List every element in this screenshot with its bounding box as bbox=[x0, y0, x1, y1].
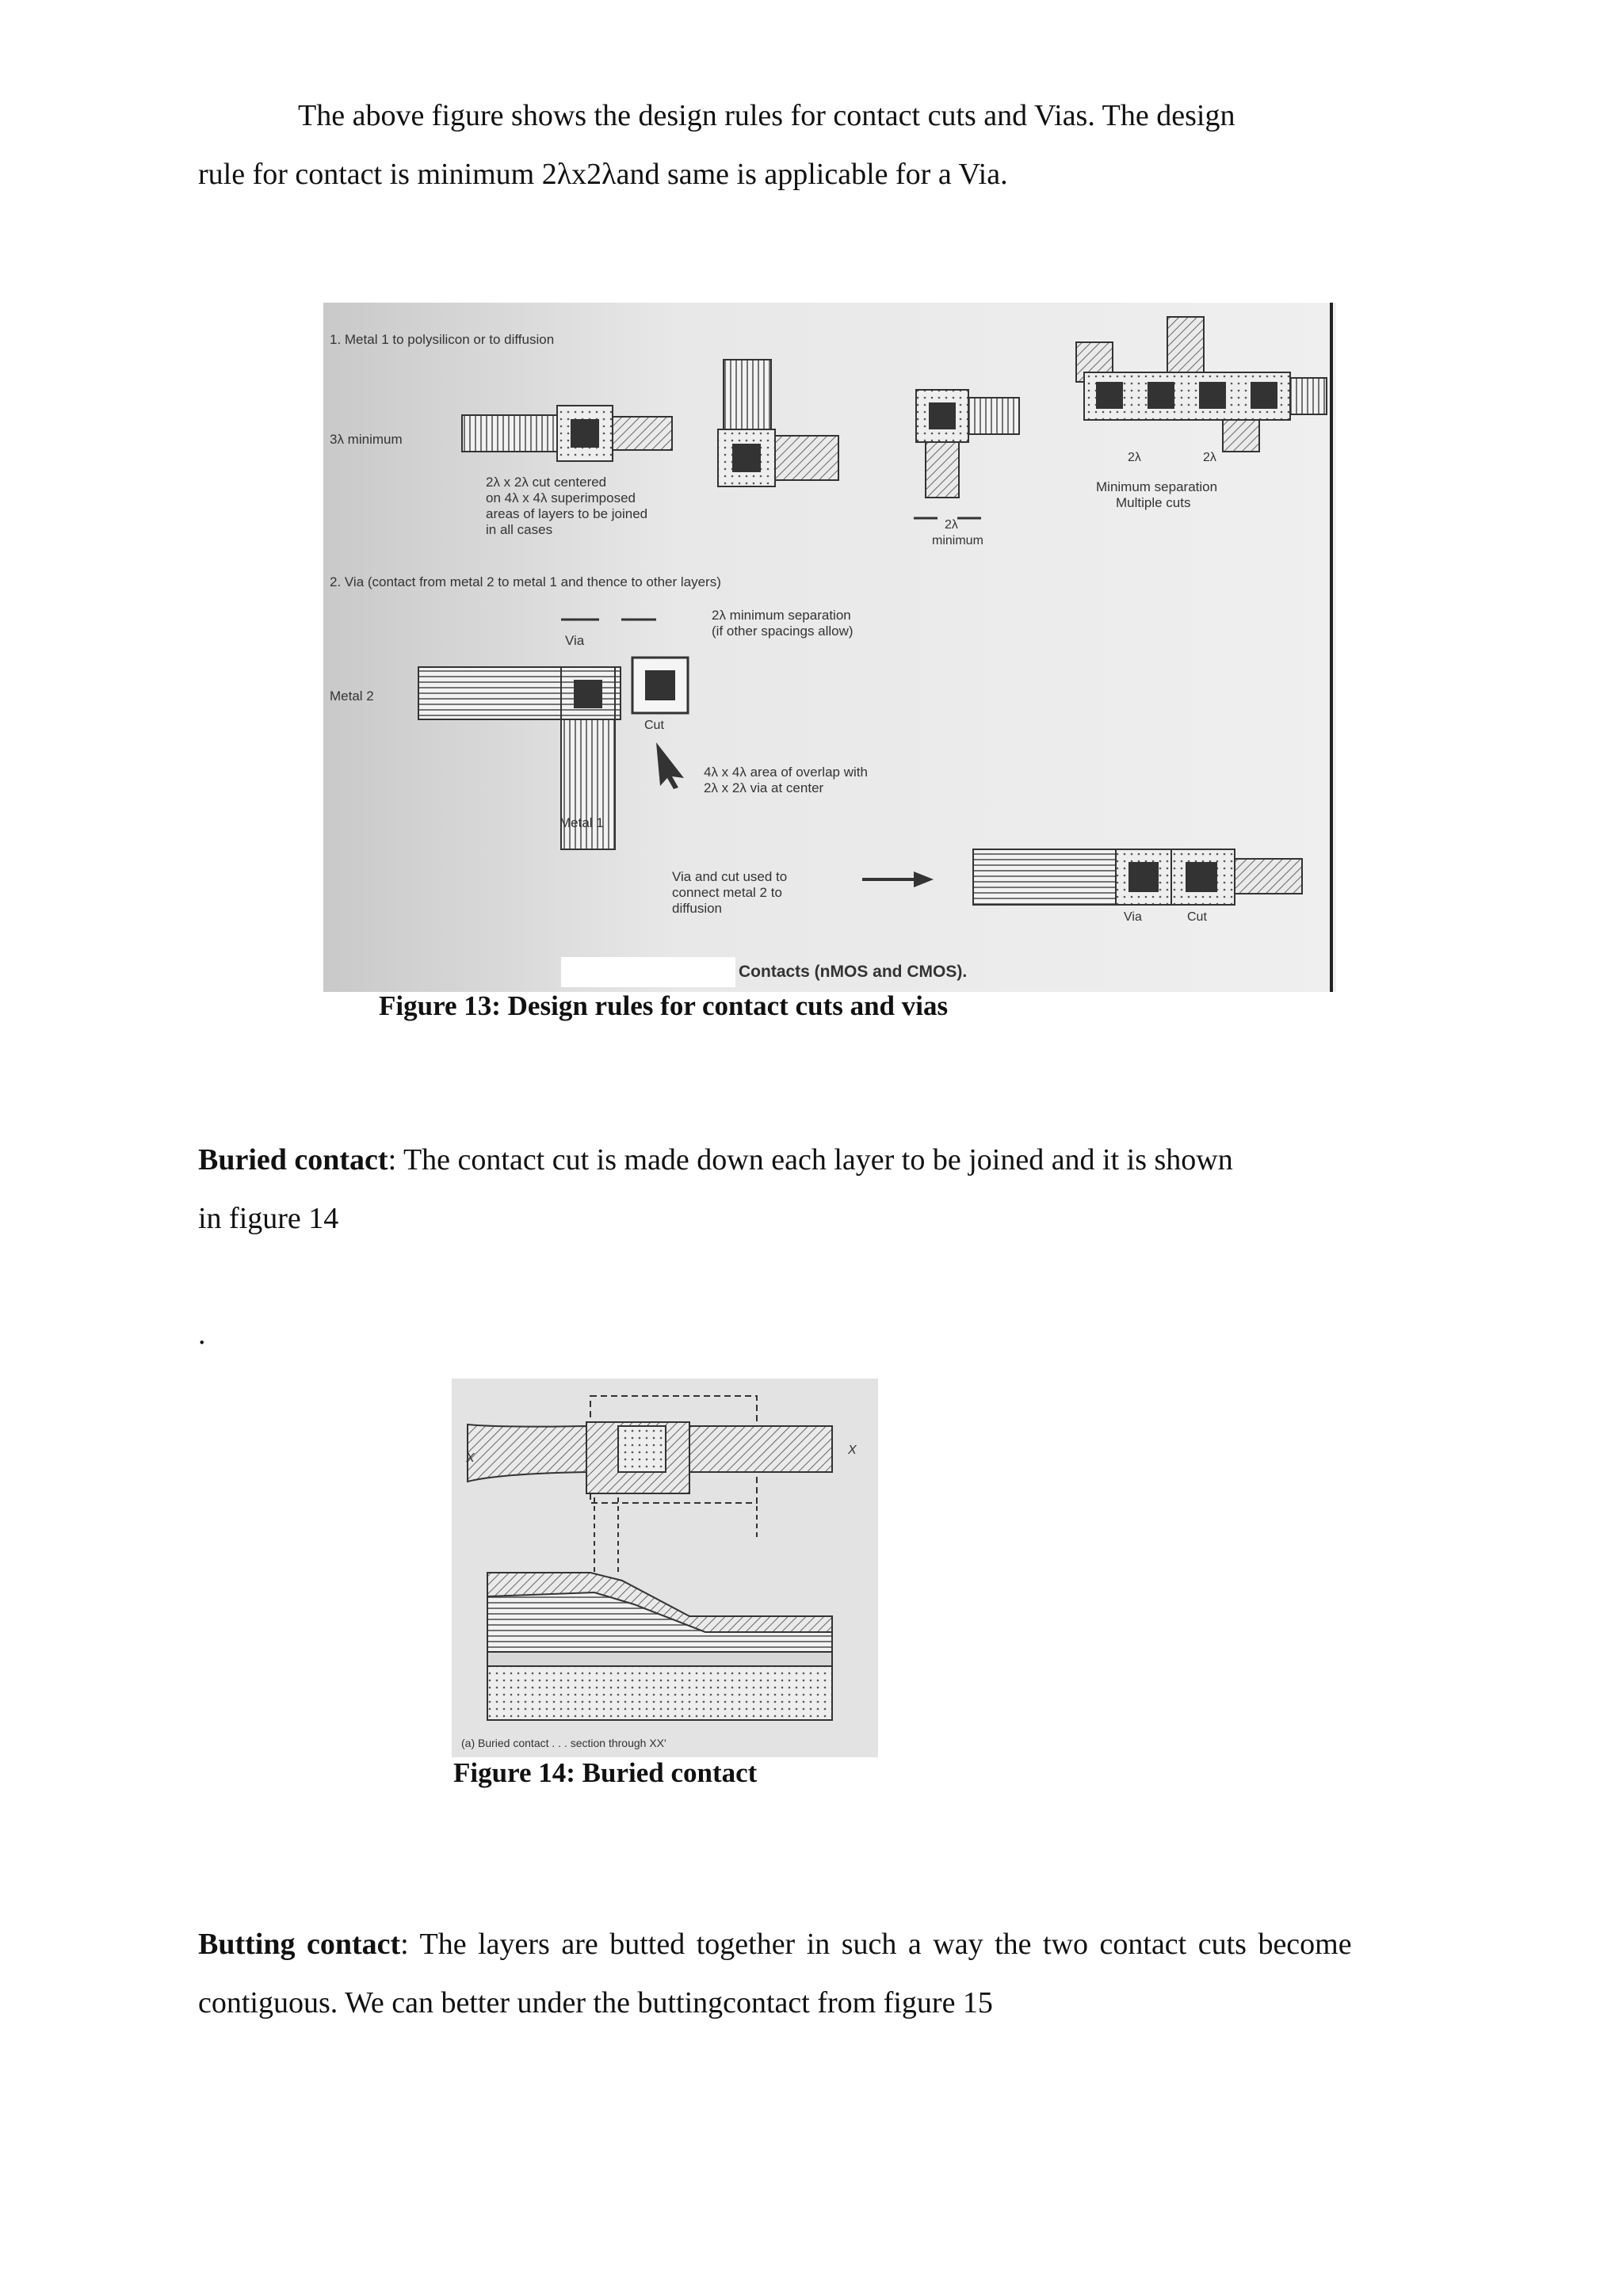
buried-contact-paragraph-line1 bbox=[198, 1133, 1233, 1187]
fig13-via-label-2: Via bbox=[1124, 910, 1142, 924]
fig13-cut-note-1: 2λ x 2λ cut centered bbox=[486, 475, 607, 490]
fig14-x-left: X bbox=[466, 1451, 475, 1465]
fig13-metal2-label: Metal 2 bbox=[330, 688, 374, 704]
intro-paragraph-line2: rule for contact is minimum 2λx2λand same is applicable for a Via. bbox=[198, 158, 1008, 191]
buried-contact-paragraph-line2: in figure 14 bbox=[198, 1202, 339, 1235]
fig13-2l-minimum: minimum bbox=[932, 534, 983, 547]
fig13-min-sep-2: Multiple cuts bbox=[1116, 495, 1191, 510]
fig13-section2-title: 2. Via (contact from metal 2 to metal 1 and thence to other layers) bbox=[330, 574, 721, 589]
fig13-via-cut-note-2: connect metal 2 to bbox=[672, 885, 782, 900]
buried-contact-term: Buried contact bbox=[198, 1143, 388, 1177]
fig13-cut-label: Cut bbox=[644, 719, 664, 732]
figure-14-caption: Figure 14: Buried contact bbox=[453, 1757, 758, 1788]
fig13-sep-note-2: (if other spacings allow) bbox=[712, 624, 854, 639]
fig13-contacts-title: Contacts (nMOS and CMOS). bbox=[739, 963, 968, 981]
butting-contact-paragraph-line2: contiguous. We can better under the buttingcontact from figure 15 bbox=[198, 1986, 993, 2019]
fig13-sep-label-1: 2λ bbox=[1128, 451, 1141, 464]
fig13-overlap-note-1: 4λ x 4λ area of overlap with bbox=[704, 765, 868, 780]
butting-contact-paragraph-line1 bbox=[198, 1917, 1352, 1971]
figure-13-caption: Figure 13: Design rules for contact cuts and vias bbox=[379, 990, 949, 1021]
intro-paragraph-line1: The above figure shows the design rules for contact cuts and Vias. The design bbox=[298, 99, 1235, 132]
fig13-via-cut-note-1: Via and cut used to bbox=[672, 869, 788, 884]
fig13-sep-label-2: 2λ bbox=[1203, 451, 1216, 464]
fig13-2l-value: 2λ bbox=[945, 518, 958, 532]
figure-14-image bbox=[452, 1379, 878, 1757]
fig14-section-note: (a) Buried contact . . . section through XX' bbox=[461, 1737, 666, 1749]
fig13-cut-label-2: Cut bbox=[1187, 910, 1207, 924]
butting-contact-text: : The layers are butted together in such a way the two contact cuts become bbox=[400, 1928, 1352, 1961]
fig13-min-sep-1: Minimum separation bbox=[1096, 479, 1218, 494]
buried-contact-text: : The contact cut is made down each layer to be joined and it is shown bbox=[388, 1143, 1233, 1177]
fig13-cut-note-3: areas of layers to be joined bbox=[486, 506, 648, 521]
fig13-overlap-note-2: 2λ x 2λ via at center bbox=[704, 780, 824, 795]
fig13-sep-note-1: 2λ minimum separation bbox=[712, 608, 851, 623]
fig14-x-right: X bbox=[848, 1444, 857, 1457]
fig13-cut-note-4: in all cases bbox=[486, 522, 553, 537]
fig13-section1-title: 1. Metal 1 to polysilicon or to diffusion bbox=[330, 332, 555, 347]
fig13-metal1-label: Metal 1 bbox=[559, 815, 604, 830]
butting-contact-term: Butting contact bbox=[198, 1928, 401, 1961]
fig13-via-label: Via bbox=[565, 633, 585, 648]
stray-dot: . bbox=[198, 1318, 206, 1351]
fig13-via-cut-note-3: diffusion bbox=[672, 901, 723, 916]
fig13-3l-minimum: 3λ minimum bbox=[330, 432, 403, 447]
fig13-cut-note-2: on 4λ x 4λ superimposed bbox=[486, 490, 636, 505]
figure-13-image bbox=[323, 303, 1336, 992]
